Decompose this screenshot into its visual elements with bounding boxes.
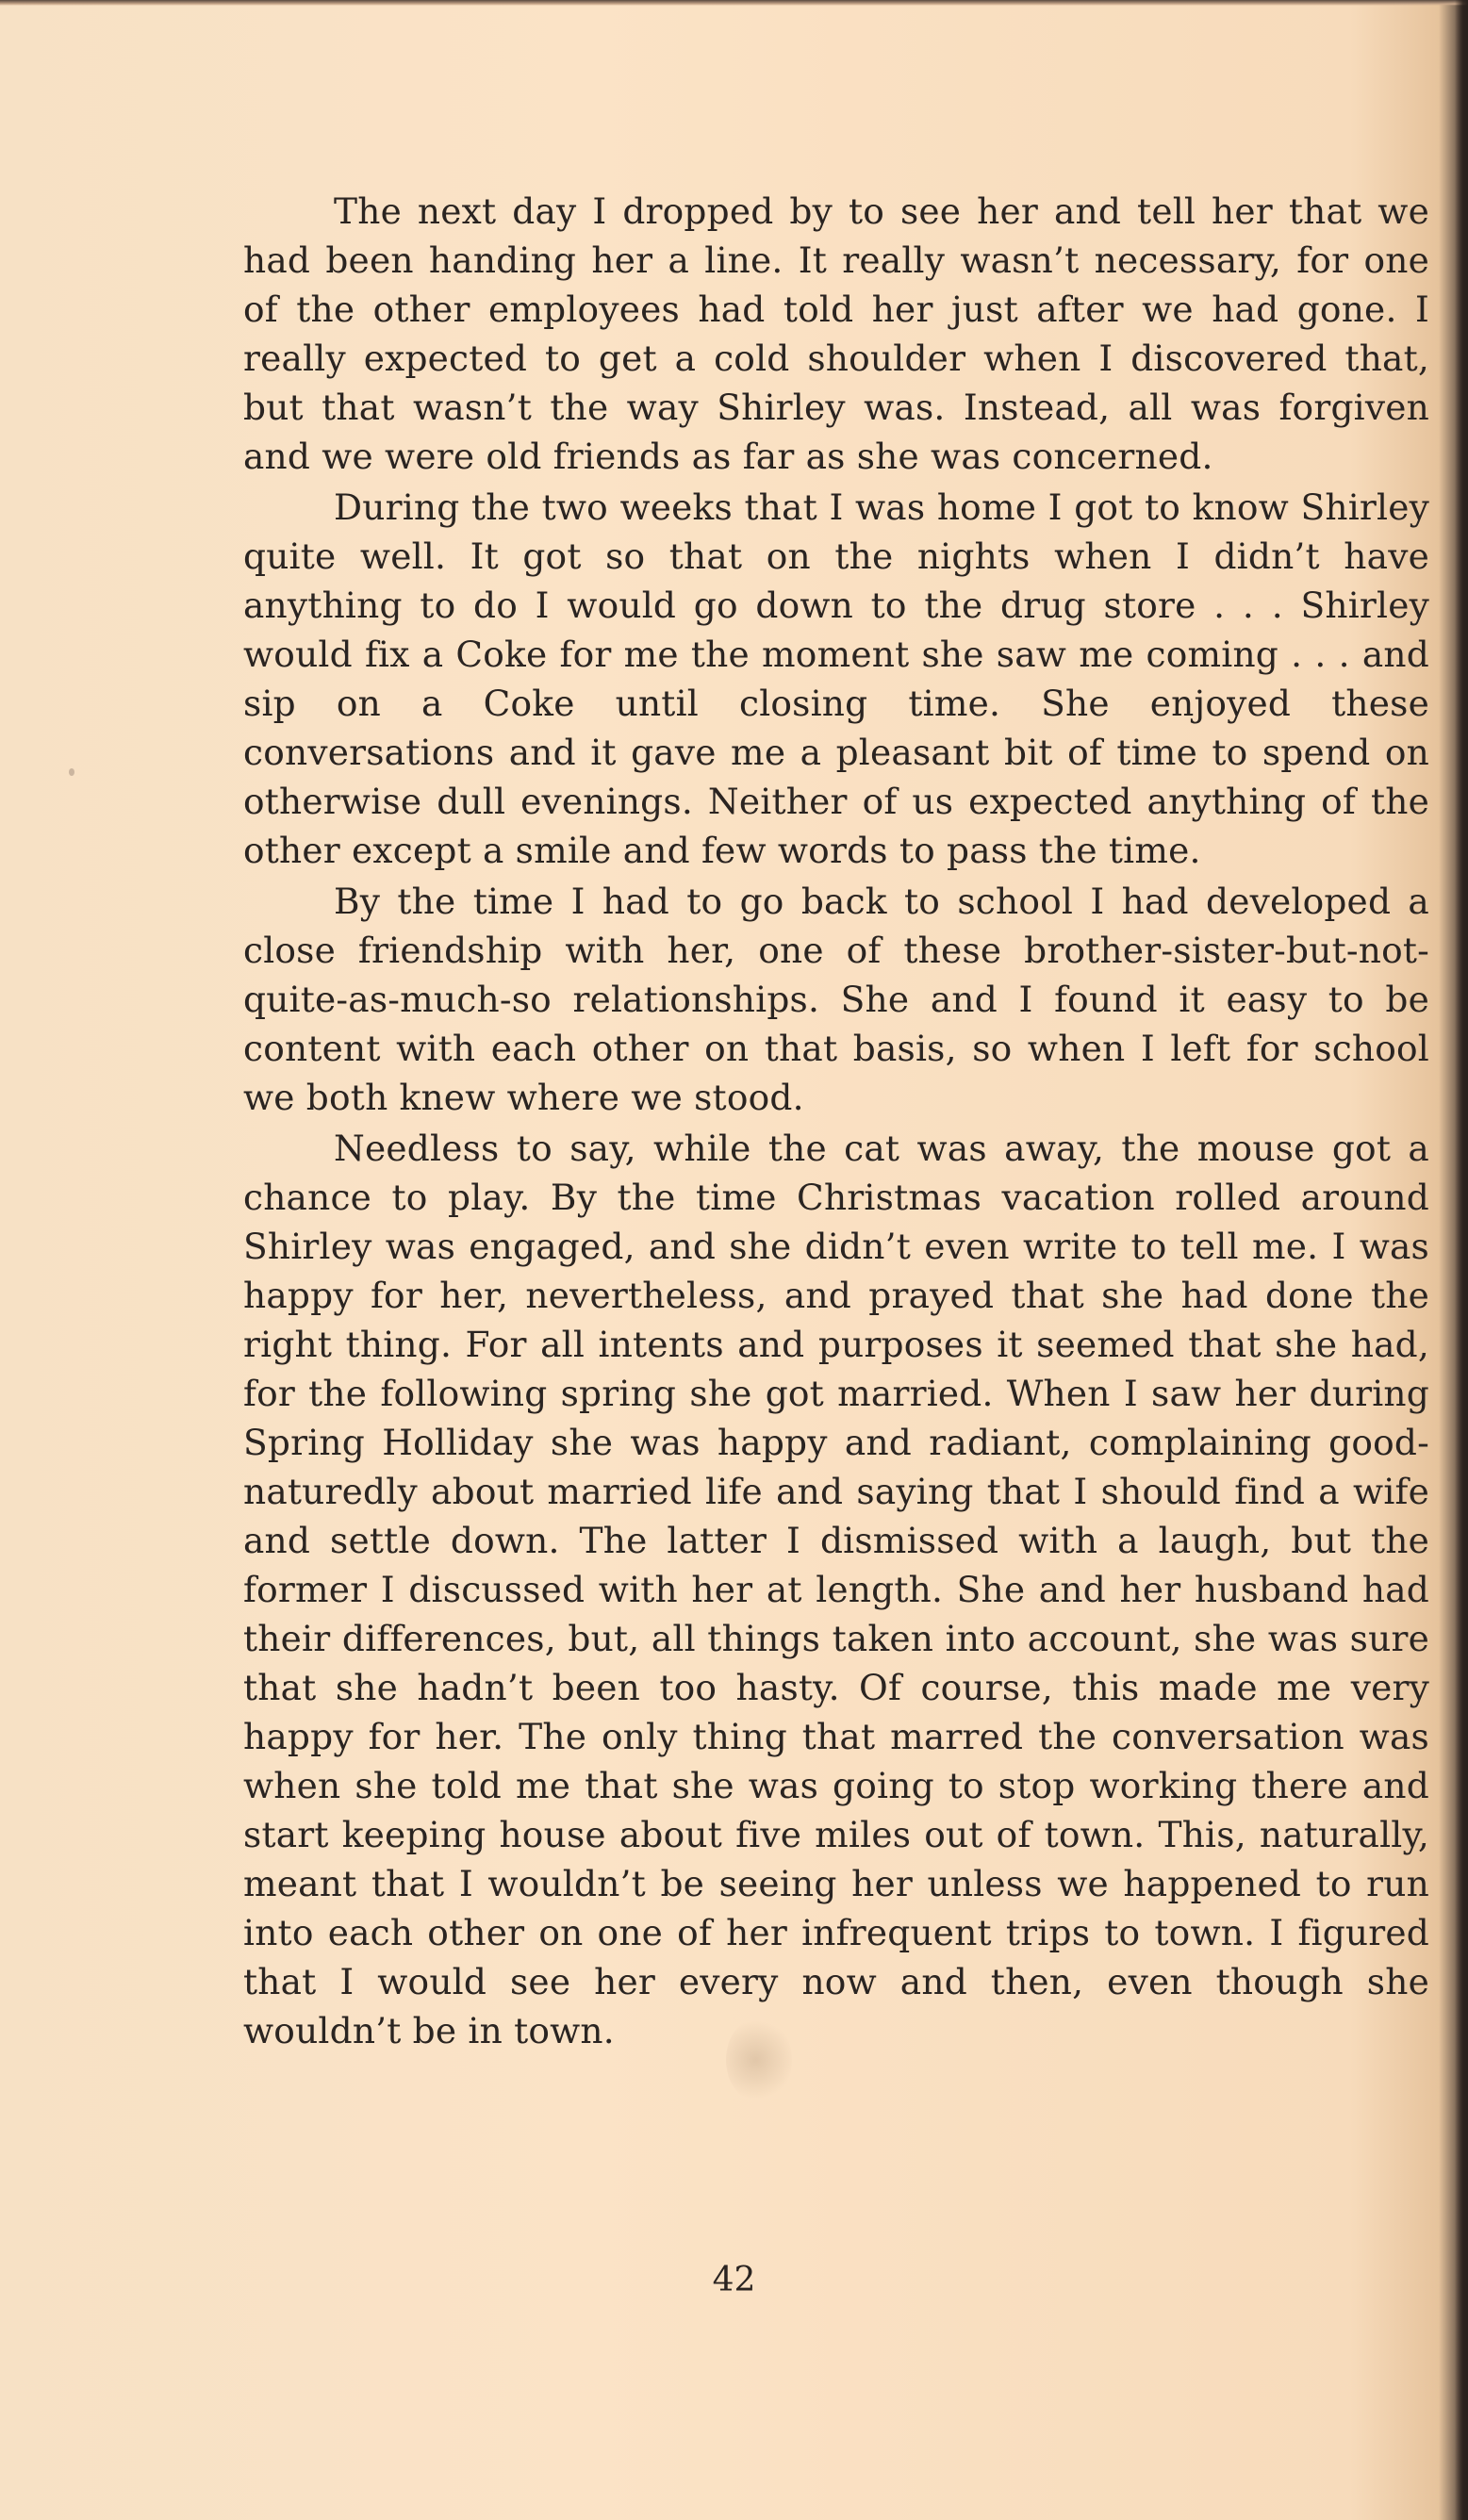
page-top-edge xyxy=(0,0,1468,6)
paragraph-1: The next day I dropped by to see her and tell her that we had been handing her a line. It really wasn’t necessary, for one of the other employees had told her just after we had gone. I really expected to get a cold shoulder when I discovered that, but that wasn’t the way Shirley was. Instead, all was forgiven and we were old friends as far as she was concerned. xyxy=(243,190,1429,477)
paragraph-2: During the two weeks that I was home I got to know Shirley quite well. It got so that on the nights when I didn’t have anything to do I would go down to the drug store . . . Shirley would fix a Coke for me the moment she saw me coming . . . and sip on a Coke until closing time. She enjoyed these conversations and it gave me a pleasant bit of time to spend on otherwise dull evenings. Neither of us expected anything of the other except a smile and few words to pass the time. xyxy=(243,486,1429,871)
book-binding-shadow xyxy=(1455,0,1468,2520)
page-number: 42 xyxy=(712,2261,756,2299)
paragraph-4: Needless to say, while the cat was away, the mouse got a chance to play. By the time Christmas vacation rolled around Shirley was engaged, and she didn’t even write to tell me. I was happy for her, nevertheless, and prayed that she had done the right thing. For all intents and purposes it seemed that she had, for the following spring she got married. When I saw her during Spring Holliday she was happy and radiant, complaining good-naturedly about married life and saying that I should find a wife and settle down. The latter I dismissed with a laugh, but the former I discussed with her at length. She and her husband had their differences, but, all things taken into account, she was sure that she hadn’t been too hasty. Of course, this made me very happy for her. The only thing that marred the conversation was when she told me that she was going to stop working there and start keeping house about five miles out of town. This, naturally, meant that I wouldn’t be seeing her unless we happened to run into each other on one of her infrequent trips to town. I figured that I would see her every now and then, even though she wouldn’t be in town. xyxy=(243,1128,1429,2051)
body-text xyxy=(243,187,1429,2057)
paragraph-3: By the time I had to go back to school I had developed a close friendship with her, one of these brother-sister-but-not-quite-as-much-so relationships. She and I found it easy to be content with each other on that basis, so when I left for school we both knew where we stood. xyxy=(243,881,1429,1118)
paper-speck xyxy=(69,768,74,776)
